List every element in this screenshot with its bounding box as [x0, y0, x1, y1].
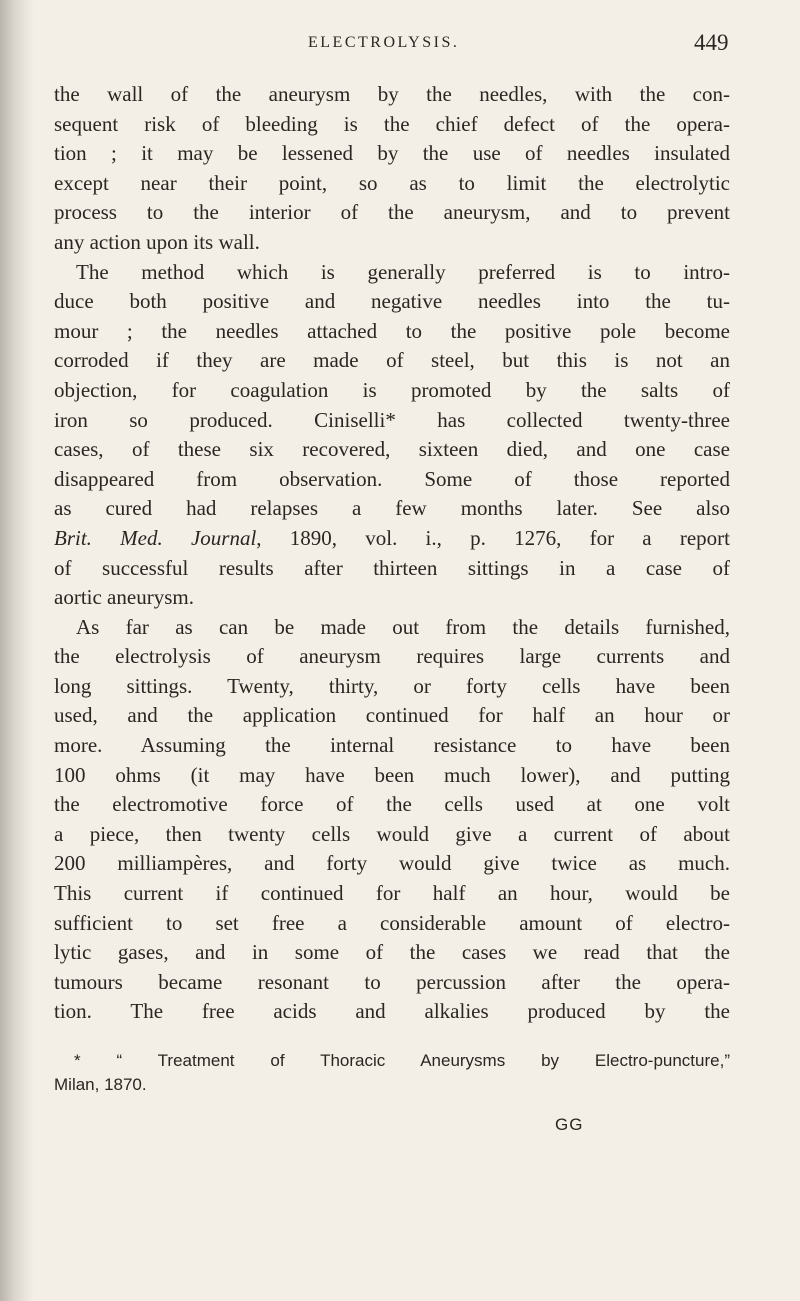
text-line: aortic aneurysm.: [54, 585, 194, 610]
text-line: process to the interior of the aneurysm, and to prevent: [54, 200, 730, 225]
text-line: used, and the application continued for half an hour or: [54, 703, 730, 728]
footnote-line: * “ Treatment of Thoracic Aneurysms by Electro-puncture,”: [74, 1051, 730, 1070]
text-line: tion. The free acids and alkalies produced by the: [54, 999, 730, 1024]
journal-title: Brit. Med. Journal: [54, 525, 257, 550]
running-title: ELECTROLYSIS.: [308, 34, 460, 51]
text-line: mour ; the needles attached to the positive pole become: [54, 318, 730, 343]
text-line: 200 milliampères, and forty would give twice as much.: [54, 851, 730, 876]
text-line: the wall of the aneurysm by the needles, with the con-: [54, 82, 730, 106]
text-line: tumours became resonant to percussion after the opera-: [54, 969, 730, 994]
text-line: the electromotive force of the cells used at one volt: [54, 792, 730, 817]
text-line: except near their point, so as to limit the electrolytic: [54, 170, 730, 195]
text-line: duce both positive and negative needles into the tu-: [54, 289, 730, 314]
text-line: any action upon its wall.: [54, 229, 260, 254]
text-line: iron so produced. Ciniselli* has collected twenty-three: [54, 407, 730, 432]
text-line: more. Assuming the internal resistance to have been: [54, 733, 730, 758]
body-text: [54, 80, 730, 1027]
running-head: [0, 30, 800, 70]
page-number: 449: [694, 30, 729, 55]
text-line: Brit. Med. Journal, 1890, vol. i., p. 1276, for a report: [54, 525, 730, 550]
printer-signature-mark: GG: [555, 1115, 584, 1134]
text-line: As far as can be made out from the details furnished,: [76, 614, 730, 639]
text-line: of successful results after thirteen sittings in a case of: [54, 555, 730, 580]
text-line: a piece, then twenty cells would give a current of about: [54, 821, 730, 846]
footnote-line: Milan, 1870.: [54, 1075, 147, 1094]
text-line: tion ; it may be lessened by the use of needles insulated: [54, 141, 730, 166]
text-line: as cured had relapses a few months later. See also: [54, 496, 730, 521]
text-line: disappeared from observation. Some of those reported: [54, 466, 730, 491]
page-binding-edge: [0, 0, 34, 1301]
text-line: sequent risk of bleeding is the chief defect of the opera-: [54, 111, 730, 136]
text-line: sufficient to set free a considerable amount of electro-: [54, 910, 730, 935]
text-line: corroded if they are made of steel, but this is not an: [54, 348, 730, 373]
text-line: objection, for coagulation is promoted by the salts of: [54, 377, 730, 402]
text-line: lytic gases, and in some of the cases we read that the: [54, 940, 730, 965]
text-line: This current if continued for half an hour, would be: [54, 881, 730, 906]
text-line: the electrolysis of aneurysm requires large currents and: [54, 644, 730, 669]
text-line: long sittings. Twenty, thirty, or forty cells have been: [54, 673, 730, 698]
footnote: [54, 1049, 730, 1097]
text-line: The method which is generally preferred is to intro-: [76, 259, 730, 284]
text-line: 100 ohms (it may have been much lower), and putting: [54, 762, 730, 787]
text-line: cases, of these six recovered, sixteen died, and one case: [54, 437, 730, 462]
